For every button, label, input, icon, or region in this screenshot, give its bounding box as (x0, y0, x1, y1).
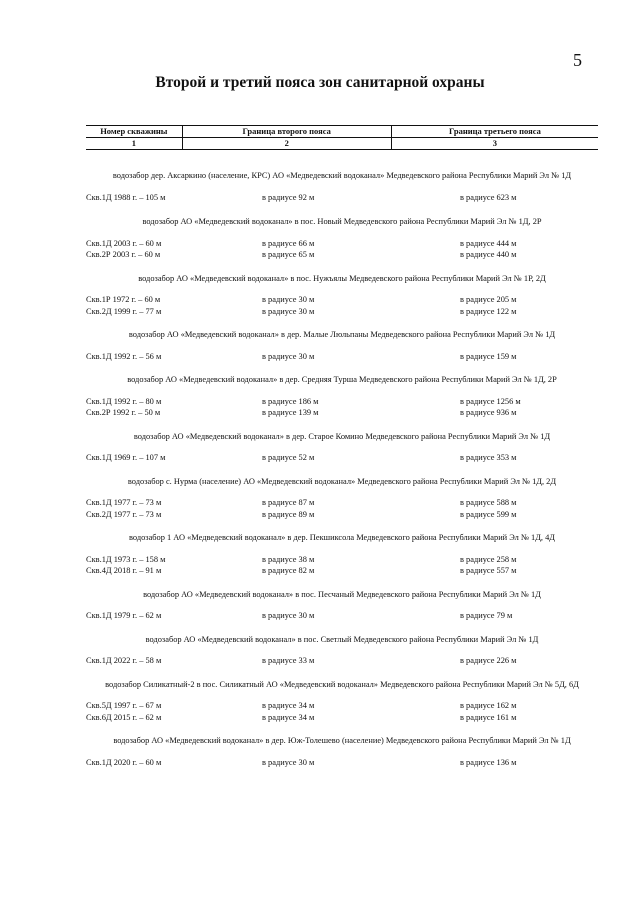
header-number-1: 1 (131, 138, 136, 148)
well-row (86, 396, 598, 408)
document-title: Второй и третий пояса зон санитарной охраны (155, 74, 485, 91)
table-header-numbers-row (86, 138, 598, 150)
well-id: Скв.1Д 1992 г. – 56 м (86, 351, 162, 361)
section-heading: водозабор АО «Медведевский водоканал» в пос. Светлый Медведевского района Республики Марий Эл № 1Д (145, 634, 539, 644)
well-list (86, 452, 598, 464)
header-third-zone: Граница третьего пояса (391, 126, 598, 137)
well-row (86, 554, 598, 566)
second-zone-radius: в радиусе 34 м (262, 701, 315, 710)
section-heading: водозабор 1 АО «Медведевский водоканал» в дер. Пекшиксола Медведевского района Республики Марий Эл № 1Д, 4Д (128, 533, 556, 542)
section-heading: водозабор АО «Медведевский водоканал» в дер. Юж-Толешево (население) Медведевского района Республики Марий Эл № 1Д (113, 736, 571, 745)
well-id: Скв.1Д 1973 г. – 158 м (86, 554, 166, 564)
section-heading: водозабор Силикатный-2 в пос. Силикатный АО «Медведевский водоканал» Медведевского района Республики Марий Эл № 5Д, 6Д (105, 679, 579, 689)
well-id: Скв.2Р 1992 г. – 50 м (86, 408, 161, 417)
well-id: Скв.2Д 1977 г. – 73 м (86, 509, 162, 519)
section-heading: водозабор АО «Медведевский водоканал» в дер. Средняя Турша Медведевского района Республики Марий Эл № 1Д, 2Р (127, 375, 557, 384)
water-intake-section (86, 476, 598, 521)
third-zone-radius: в радиусе 258 м (460, 554, 517, 564)
well-row (86, 452, 598, 464)
well-id: Скв.2Р 2003 г. – 60 м (86, 250, 161, 259)
well-row (86, 712, 598, 724)
well-list (86, 610, 598, 622)
well-list (86, 497, 598, 520)
section-heading: водозабор АО «Медведевский водоканал» в дер. Старое Комино Медведевского района Республики Марий Эл № 1Д (133, 431, 551, 441)
well-row (86, 407, 598, 419)
well-row (86, 351, 598, 363)
second-zone-radius: в радиусе 30 м (262, 611, 315, 620)
well-list (86, 396, 598, 419)
table-header-row (86, 125, 598, 138)
third-zone-radius: в радиусе 588 м (460, 498, 517, 507)
water-intake-section (86, 679, 598, 724)
second-zone-radius: в радиусе 52 м (262, 453, 315, 462)
third-zone-radius: в радиусе 136 м (460, 757, 517, 767)
second-zone-radius: в радиусе 30 м (262, 757, 315, 767)
well-list (86, 238, 598, 261)
well-list (86, 294, 598, 317)
water-intake-section (86, 170, 598, 203)
section-heading: водозабор АО «Медведевский водоканал» в дер. Малые Люльпаны Медведевского района Республики Марий Эл № 1Д (128, 330, 556, 339)
well-id: Скв.1Д 2022 г. – 58 м (86, 656, 162, 665)
third-zone-radius: в радиусе 79 м (460, 611, 513, 620)
second-zone-radius: в радиусе 87 м (262, 498, 315, 507)
well-row (86, 294, 598, 306)
well-list (86, 655, 598, 667)
third-zone-radius: в радиусе 599 м (460, 509, 517, 519)
third-zone-radius: в радиусе 161 м (460, 712, 517, 722)
third-zone-radius: в радиусе 440 м (460, 250, 517, 259)
section-heading: водозабор дер. Аксаркино (население, КРС) АО «Медведевский водоканал» Медведевского района Республики Марий Эл № 1Д (112, 171, 572, 180)
well-row (86, 509, 598, 521)
second-zone-radius: в радиусе 33 м (262, 656, 315, 665)
well-id: Скв.6Д 2015 г. – 62 м (86, 712, 162, 722)
well-row (86, 238, 598, 250)
header-well-number: Номер скважины (100, 126, 168, 136)
well-row (86, 565, 598, 577)
well-list (86, 351, 598, 363)
well-id: Скв.1Р 1972 г. – 60 м (86, 295, 161, 304)
well-row (86, 757, 598, 769)
well-id: Скв.1Д 1979 г. – 62 м (86, 611, 162, 620)
water-intake-section (86, 431, 598, 464)
well-id: Скв.1Д 2020 г. – 60 м (86, 757, 162, 767)
well-list (86, 757, 598, 769)
second-zone-radius: в радиусе 38 м (262, 554, 315, 564)
second-zone-radius: в радиусе 139 м (262, 408, 319, 417)
second-zone-radius: в радиусе 34 м (262, 712, 315, 722)
third-zone-radius: в радиусе 353 м (460, 453, 517, 462)
well-row (86, 610, 598, 622)
well-id: Скв.1Д 1969 г. – 107 м (86, 453, 166, 462)
section-heading: водозабор с. Нурма (население) АО «Медведевский водоканал» Медведевского района Республики Марий Эл № 1Д, 2Д (127, 476, 557, 486)
well-row (86, 655, 598, 667)
water-intake-section (86, 273, 598, 318)
well-id: Скв.1Д 1988 г. – 105 м (86, 192, 166, 202)
well-id: Скв.2Д 1999 г. – 77 м (86, 306, 162, 316)
second-zone-radius: в радиусе 30 м (262, 295, 315, 304)
table-header (86, 125, 598, 150)
water-intake-section (86, 329, 598, 362)
second-zone-radius: в радиусе 30 м (262, 351, 315, 361)
third-zone-radius: в радиусе 159 м (460, 351, 517, 361)
well-list (86, 192, 598, 204)
third-zone-radius: в радиусе 226 м (460, 656, 517, 665)
third-zone-radius: в радиусе 205 м (460, 295, 517, 304)
second-zone-radius: в радиусе 82 м (262, 566, 315, 575)
third-zone-radius: в радиусе 557 м (460, 566, 517, 575)
well-list (86, 554, 598, 577)
page-number: 5 (573, 50, 582, 70)
second-zone-radius: в радиусе 186 м (262, 396, 319, 406)
third-zone-radius: в радиусе 936 м (460, 408, 517, 417)
well-row (86, 497, 598, 509)
header-second-zone: Граница второго пояса (182, 126, 391, 137)
third-zone-radius: в радиусе 444 м (460, 238, 517, 248)
well-id: Скв.5Д 1997 г. – 67 м (86, 701, 162, 710)
well-list (86, 700, 598, 723)
section-heading: водозабор АО «Медведевский водоканал» в пос. Нужъялы Медведевского района Республики Марий Эл № 1Р, 2Д (138, 273, 546, 283)
second-zone-radius: в радиусе 66 м (262, 238, 315, 248)
water-intake-section (86, 589, 598, 622)
water-intake-section (86, 374, 598, 419)
third-zone-radius: в радиусе 162 м (460, 701, 517, 710)
second-zone-radius: в радиусе 30 м (262, 306, 315, 316)
water-intake-section (86, 634, 598, 667)
section-heading: водозабор АО «Медведевский водоканал» в пос. Песчаный Медведевского района Республики Марий Эл № 1Д (143, 589, 541, 599)
well-id: Скв.1Д 1977 г. – 73 м (86, 498, 162, 507)
second-zone-radius: в радиусе 89 м (262, 509, 315, 519)
third-zone-radius: в радиусе 122 м (460, 306, 517, 316)
well-id: Скв.1Д 2003 г. – 60 м (86, 238, 162, 248)
water-intake-section (86, 216, 598, 261)
second-zone-radius: в радиусе 92 м (262, 192, 315, 202)
third-zone-radius: в радиусе 623 м (460, 192, 517, 202)
header-number-3: 3 (391, 138, 598, 149)
well-id: Скв.4Д 2018 г. – 91 м (86, 566, 162, 575)
header-number-2: 2 (182, 138, 391, 149)
third-zone-radius: в радиусе 1256 м (460, 396, 521, 406)
well-id: Скв.1Д 1992 г. – 80 м (86, 396, 162, 406)
table-body (86, 158, 598, 768)
well-row (86, 306, 598, 318)
section-heading: водозабор АО «Медведевский водоканал» в пос. Новый Медведевского района Республики Марий Эл № 1Д, 2Р (142, 217, 542, 226)
second-zone-radius: в радиусе 65 м (262, 250, 315, 259)
water-intake-section (86, 735, 598, 768)
water-intake-section (86, 532, 598, 577)
well-row (86, 192, 598, 204)
well-row (86, 249, 598, 261)
well-row (86, 700, 598, 712)
